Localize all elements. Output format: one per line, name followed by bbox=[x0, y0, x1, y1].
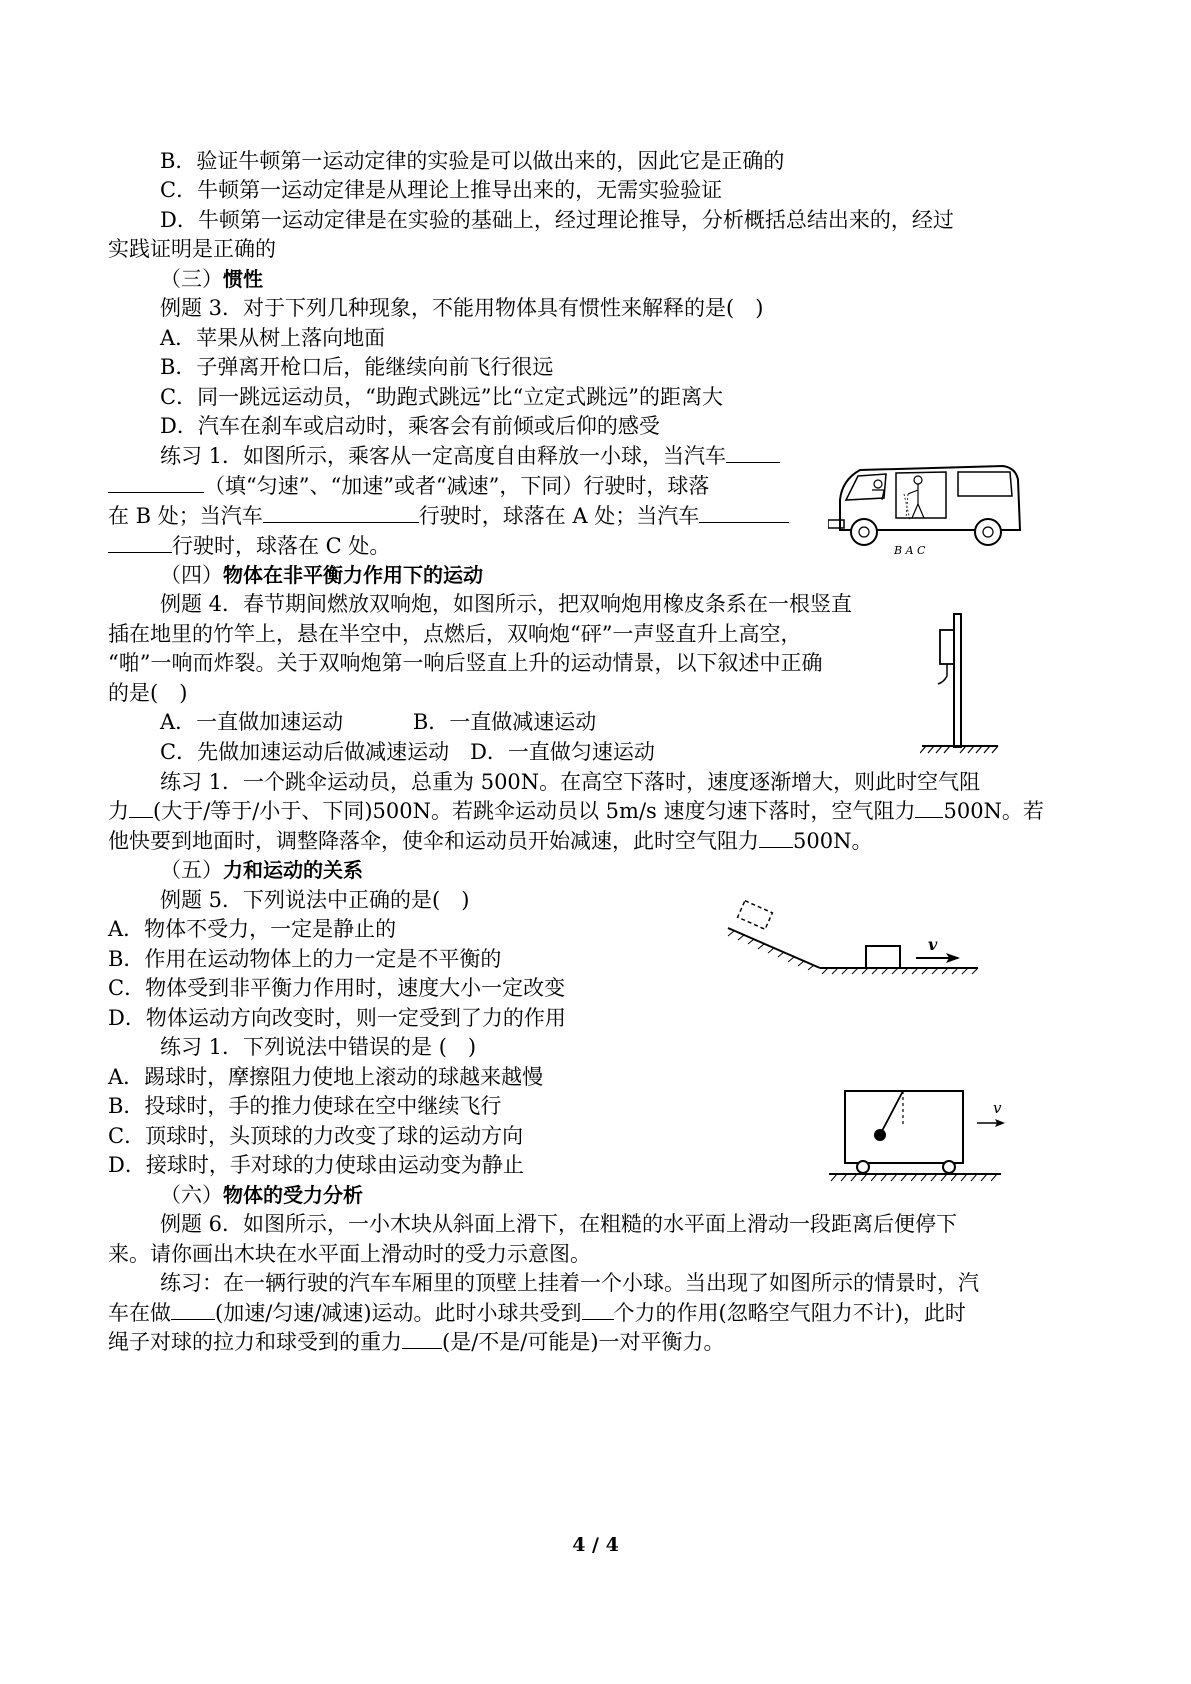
example-4-question-4: 的是( ) bbox=[108, 681, 188, 705]
example-6-line2: 来。请你画出木块在水平面上滑动时的受力示意图。 bbox=[108, 1242, 591, 1266]
example-4-question-3: “啪”一响而炸裂。关于双响炮第一响后竖直上升的运动情景，以下叙述中正确 bbox=[108, 651, 823, 675]
exercise-ball-option-d: D．接球时，手对球的力使球由运动变为静止 bbox=[108, 1153, 524, 1177]
answer-blank[interactable] bbox=[108, 532, 172, 553]
exercise-parachute-line2: 力 (大于/等于/小于、下同)500N。若跳伞运动员以 5m/s 速度匀速下落时，空气阻力 500N。若 bbox=[108, 799, 1044, 823]
carriage-pendulum-figure bbox=[825, 1085, 1015, 1193]
answer-blank[interactable] bbox=[582, 1299, 614, 1320]
section-4-heading: （四）物体在非平衡力作用下的运动 bbox=[160, 563, 483, 587]
example-6-line1: 例题 6．如图所示，一小木块从斜面上滑下，在粗糙的水平面上滑动一段距离后便停下 bbox=[160, 1212, 958, 1236]
section-5-heading: （五）力和运动的关系 bbox=[160, 858, 363, 882]
answer-blank[interactable] bbox=[129, 797, 153, 818]
option-d-newton-cont: 实践证明是正确的 bbox=[108, 237, 276, 261]
velocity-label: v bbox=[993, 1099, 1002, 1117]
exercise-car-line2: （填“匀速”、“加速”或者“减速”，下同）行驶时，球落 bbox=[108, 472, 709, 500]
velocity-label: v bbox=[928, 935, 938, 954]
example-4-options-ab: A．一直做加速运动 B．一直做减速运动 bbox=[160, 710, 597, 734]
van-figure bbox=[828, 460, 1038, 560]
example-4-options-cd: C．先做加速运动后做减速运动 D．一直做匀速运动 bbox=[160, 740, 655, 764]
example-5-option-d: D．物体运动方向改变时，则一定受到了力的作用 bbox=[108, 1006, 566, 1030]
example-3-question: 例题 3．对于下列几种现象，不能用物体具有惯性来解释的是( ) bbox=[160, 296, 764, 320]
fall-point-labels: B A C bbox=[894, 544, 926, 557]
option-b-newton: B．验证牛顿第一运动定律的实验是可以做出来的，因此它是正确的 bbox=[160, 149, 785, 173]
example-3-option-c: C．同一跳远运动员，“助跑式跳远”比“立定式跳远”的距离大 bbox=[160, 385, 724, 409]
section-6-heading: （六）物体的受力分析 bbox=[160, 1183, 363, 1207]
exercise-parachute-line3: 他快要到地面时，调整降落伞，使伞和运动员开始减速，此时空气阻力 500N。 bbox=[108, 829, 873, 853]
option-d-newton: D．牛顿第一运动定律是在实验的基础上，经过理论推导，分析概括总结出来的，经过 bbox=[160, 208, 954, 232]
example-4-question-1: 例题 4．春节期间燃放双响炮，如图所示，把双响炮用橡皮条系在一根竖直 bbox=[160, 592, 853, 616]
slope-block-figure bbox=[720, 900, 1010, 990]
answer-blank[interactable] bbox=[699, 502, 789, 523]
example-3-option-d: D．汽车在刹车或启动时，乘客会有前倾或后仰的感受 bbox=[160, 414, 660, 438]
exercise-carriage-line2: 车在做 (加速/匀速/减速)运动。此时小球共受到 个力的作用(忽略空气阻力不计)，此时 bbox=[108, 1301, 966, 1325]
answer-blank[interactable] bbox=[759, 827, 793, 848]
exercise-carriage-line1: 练习：在一辆行驶的汽车车厢里的顶壁上挂着一个小球。当出现了如图所示的情景时，汽 bbox=[160, 1271, 979, 1295]
exercise-ball-option-b: B．投球时，手的推力使球在空中继续飞行 bbox=[108, 1094, 502, 1118]
exercise-car-line1: 练习 1．如图所示，乘客从一定高度自由释放一小球，当汽车 bbox=[160, 442, 780, 470]
answer-blank[interactable] bbox=[726, 442, 780, 463]
page-number: 4 / 4 bbox=[572, 1534, 619, 1556]
option-c-newton: C．牛顿第一运动定律是从理论上推导出来的，无需实验验证 bbox=[160, 178, 723, 202]
firecracker-pole-figure bbox=[920, 610, 1000, 755]
exercise-parachute-line1: 练习 1．一个跳伞运动员，总重为 500N。在高空下落时，速度逐渐增大，则此时空气阻 bbox=[160, 770, 981, 794]
example-5-option-a: A．物体不受力，一定是静止的 bbox=[108, 917, 397, 941]
exercise-car-line3: 在 B 处；当汽车 行驶时，球落在 A 处；当汽车 bbox=[108, 502, 789, 530]
example-3-option-a: A．苹果从树上落向地面 bbox=[160, 326, 386, 350]
exercise-ball-option-c: C．顶球时，头顶球的力改变了球的运动方向 bbox=[108, 1124, 524, 1148]
example-5-option-c: C．物体受到非平衡力作用时，速度大小一定改变 bbox=[108, 976, 566, 1000]
example-3-option-b: B．子弹离开枪口后，能继续向前飞行很远 bbox=[160, 355, 554, 379]
answer-blank[interactable] bbox=[263, 502, 419, 523]
example-4-question-2: 插在地里的竹竿上，悬在半空中，点燃后，双响炮“砰”一声竖直升上高空， bbox=[108, 622, 802, 646]
answer-blank[interactable] bbox=[402, 1328, 442, 1349]
answer-blank[interactable] bbox=[108, 472, 204, 493]
example-5-question: 例题 5．下列说法中正确的是( ) bbox=[160, 888, 470, 912]
exercise-car-line4: 行驶时，球落在 C 处。 bbox=[108, 532, 390, 560]
exercise-ball-question: 练习 1．下列说法中错误的是 ( ) bbox=[160, 1035, 477, 1059]
exercise-carriage-line3: 绳子对球的拉力和球受到的重力 (是/不是/可能是)一对平衡力。 bbox=[108, 1330, 725, 1354]
exercise-ball-option-a: A．踢球时，摩擦阻力使地上滚动的球越来越慢 bbox=[108, 1065, 544, 1089]
example-5-option-b: B．作用在运动物体上的力一定是不平衡的 bbox=[108, 947, 502, 971]
answer-blank[interactable] bbox=[915, 797, 943, 818]
answer-blank[interactable] bbox=[171, 1299, 215, 1320]
section-3-heading: （三）惯性 bbox=[160, 267, 263, 291]
